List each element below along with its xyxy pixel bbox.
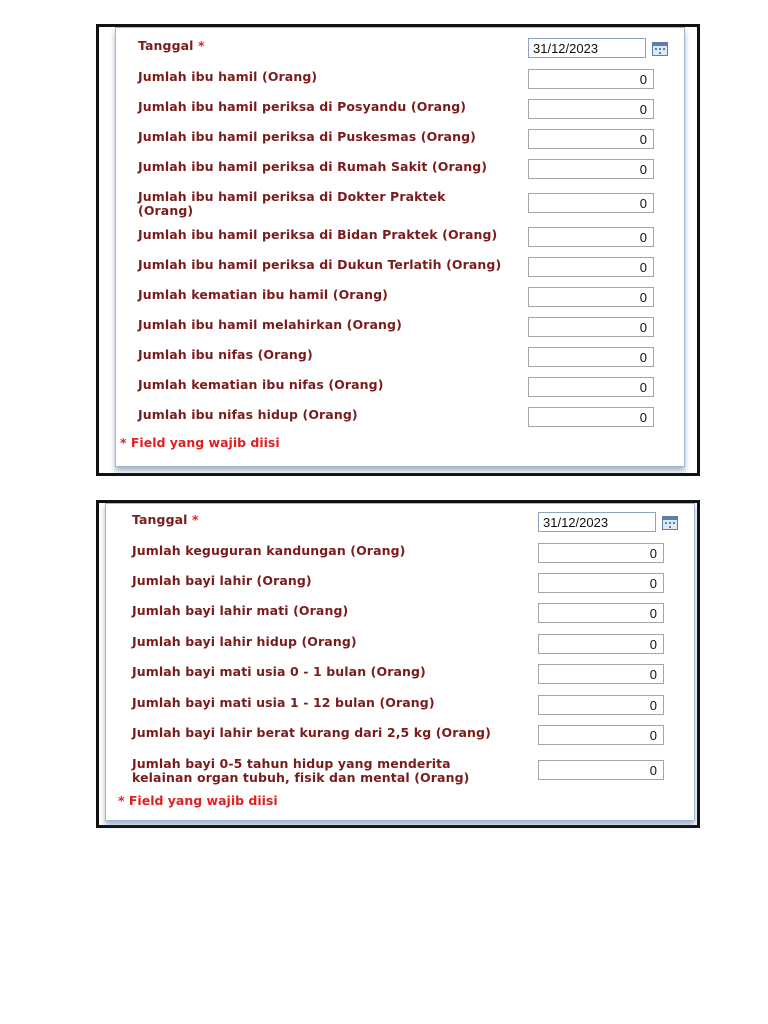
field-label: Jumlah ibu hamil (Orang) (138, 69, 318, 84)
field-label: Jumlah bayi lahir mati (Orang) (132, 603, 349, 618)
calendar-icon[interactable] (662, 516, 678, 530)
field-label: Jumlah keguguran kandungan (Orang) (132, 543, 406, 558)
date-input[interactable] (528, 38, 646, 58)
field-input[interactable] (528, 193, 654, 213)
date-label: Tanggal * (132, 512, 199, 527)
field-label: Jumlah ibu hamil melahirkan (Orang) (138, 317, 402, 332)
field-label: Jumlah kematian ibu hamil (Orang) (138, 287, 388, 302)
field-label: Jumlah ibu hamil periksa di Dokter Praktek (Orang) (138, 189, 446, 218)
field-label: Jumlah ibu hamil periksa di Bidan Praktek (Orang) (138, 227, 498, 242)
field-label: Jumlah bayi lahir hidup (Orang) (132, 634, 357, 649)
field-input[interactable] (528, 129, 654, 149)
field-input[interactable] (538, 664, 664, 684)
field-input[interactable] (528, 287, 654, 307)
form-screenshot-1 (96, 24, 700, 476)
field-label: Jumlah kematian ibu nifas (Orang) (138, 377, 384, 392)
required-mark: * (192, 512, 199, 527)
form-screenshot-2 (96, 500, 700, 828)
field-label: Jumlah ibu hamil periksa di Dukun Terlatih (Orang) (138, 257, 502, 272)
field-input[interactable] (528, 227, 654, 247)
form-panel-1 (115, 27, 685, 467)
date-label: Tanggal * (138, 38, 205, 53)
field-input[interactable] (528, 317, 654, 337)
field-input[interactable] (528, 347, 654, 367)
field-label: Jumlah bayi mati usia 0 - 1 bulan (Orang) (132, 664, 426, 679)
required-mark: * (198, 38, 205, 53)
field-label: Jumlah ibu hamil periksa di Puskesmas (Orang) (138, 129, 476, 144)
field-label: Jumlah bayi 0-5 tahun hidup yang menderita kelainan organ tubuh, fisik dan mental (Orang) (132, 756, 470, 785)
field-input[interactable] (538, 603, 664, 623)
field-input[interactable] (538, 634, 664, 654)
field-label: Jumlah bayi mati usia 1 - 12 bulan (Orang) (132, 695, 435, 710)
field-input[interactable] (528, 159, 654, 179)
field-label: Jumlah ibu hamil periksa di Rumah Sakit (Orang) (138, 159, 488, 174)
field-label: Jumlah ibu nifas hidup (Orang) (138, 407, 358, 422)
field-input[interactable] (538, 573, 664, 593)
field-input[interactable] (538, 543, 664, 563)
required-note: * Field yang wajib diisi (118, 793, 278, 808)
field-input[interactable] (528, 407, 654, 427)
field-input[interactable] (528, 69, 654, 89)
field-label: Jumlah ibu nifas (Orang) (138, 347, 313, 362)
field-input[interactable] (538, 760, 664, 780)
date-input[interactable] (538, 512, 656, 532)
field-label: Jumlah bayi lahir (Orang) (132, 573, 312, 588)
field-input[interactable] (538, 695, 664, 715)
field-label: Jumlah ibu hamil periksa di Posyandu (Orang) (138, 99, 467, 114)
field-input[interactable] (528, 377, 654, 397)
form-panel-2 (105, 503, 695, 821)
calendar-icon[interactable] (652, 42, 668, 56)
field-input[interactable] (538, 725, 664, 745)
required-note: * Field yang wajib diisi (120, 435, 280, 450)
field-label: Jumlah bayi lahir berat kurang dari 2,5 kg (Orang) (132, 725, 491, 740)
field-input[interactable] (528, 257, 654, 277)
field-input[interactable] (528, 99, 654, 119)
